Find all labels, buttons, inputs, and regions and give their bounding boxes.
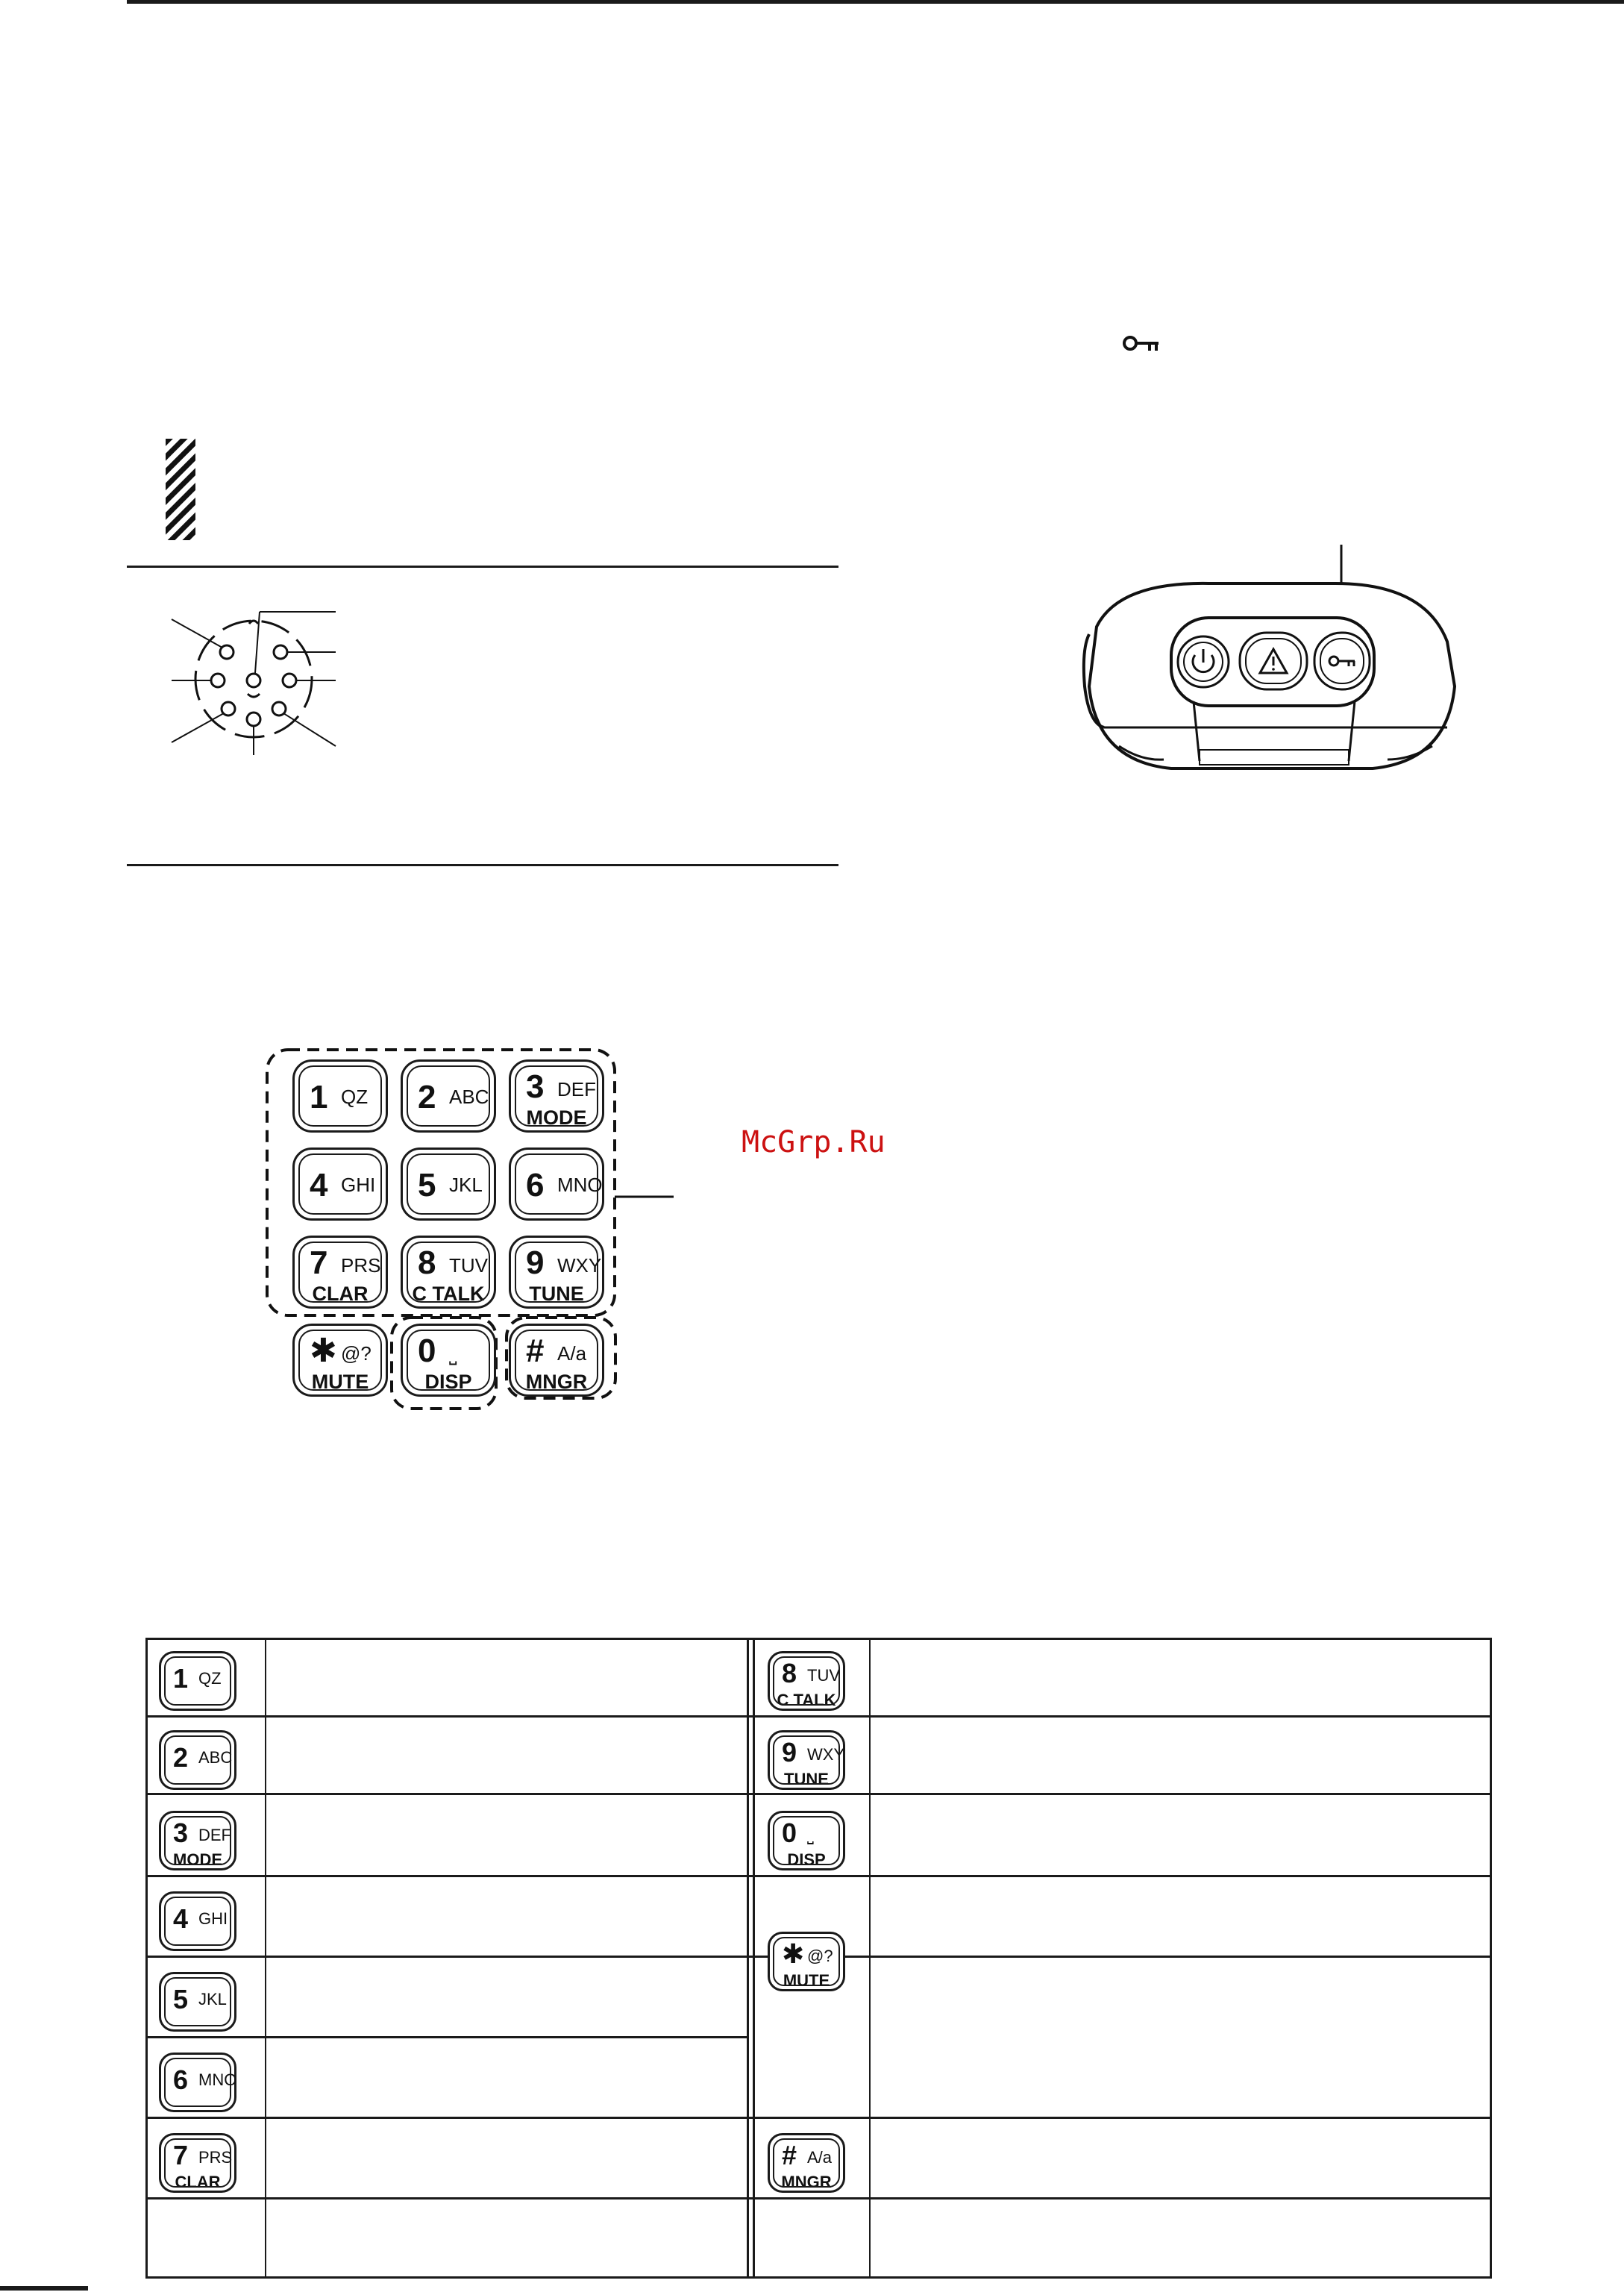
key-number: # (526, 1333, 545, 1369)
connector-pin-diagram (164, 597, 351, 761)
key-number: 0 (418, 1333, 436, 1369)
key-number: 2 (173, 1742, 189, 1773)
keypad-key-star (292, 1324, 388, 1397)
key-letters: @? (807, 1947, 833, 1965)
table-key-7 (159, 2133, 236, 2193)
key-letters: GHI (341, 1174, 376, 1196)
key-number: # (782, 2140, 797, 2170)
key-number: 6 (173, 2064, 189, 2095)
table-key-hash (768, 2133, 845, 2193)
table-key-1 (159, 1651, 236, 1711)
key-letters: QZ (341, 1086, 369, 1108)
key-letters: DEF (557, 1078, 596, 1100)
connector-box-top-rule (127, 566, 838, 568)
key-number: 8 (782, 1658, 797, 1688)
key-sub-label: MNGR (525, 1371, 588, 1393)
keypad-key-1 (292, 1059, 388, 1133)
key-number: 2 (418, 1079, 436, 1115)
key-letters: TUV (807, 1666, 840, 1685)
key-sub-label: MNGR (781, 2173, 832, 2191)
key-sub-label: TUNE (529, 1283, 584, 1305)
key-sub-label: MUTE (783, 1971, 830, 1990)
keypad-key-4 (292, 1148, 388, 1221)
key-letters: WXY (807, 1745, 845, 1764)
key-sub-label: DISP (787, 1850, 826, 1869)
keypad-key-7 (292, 1236, 388, 1309)
key-number: 0 (782, 1817, 797, 1848)
key-number: 9 (526, 1244, 545, 1281)
key-letters: QZ (198, 1669, 222, 1688)
keypad-illustration (265, 1046, 683, 1419)
key-letters: JKL (449, 1174, 483, 1196)
key-number: 7 (173, 2140, 189, 2170)
key-letters: @? (341, 1342, 371, 1365)
table-key-0 (768, 1811, 845, 1870)
key-sub-label: MODE (173, 1850, 222, 1869)
keypad-key-6 (509, 1148, 604, 1221)
key-sub-label: CLAR (312, 1283, 369, 1305)
key-number: 3 (173, 1817, 189, 1848)
keypad-key-5 (401, 1148, 496, 1221)
key-icon (1123, 333, 1160, 354)
key-sub-label: C TALK (412, 1283, 485, 1305)
key-letters: MNO (557, 1174, 603, 1196)
key-number: 9 (782, 1737, 797, 1768)
key-number: 3 (526, 1068, 545, 1105)
connector-box-bottom-rule (127, 864, 838, 866)
key-letters: ⎵ (807, 1826, 814, 1844)
key-number: 6 (526, 1167, 545, 1203)
key-number: ✱ (310, 1333, 337, 1369)
key-number: ✱ (782, 1938, 805, 1969)
key-number: 8 (418, 1244, 436, 1281)
caution-hatch-icon (166, 439, 195, 540)
key-letters: GHI (198, 1909, 228, 1928)
key-letters: A/a (807, 2148, 833, 2167)
table-key-9 (768, 1730, 845, 1790)
table-key-5 (159, 1972, 236, 2032)
key-letters: PRS (341, 1254, 381, 1277)
keypad-key-2 (401, 1059, 496, 1133)
key-sub-label: DISP (424, 1371, 472, 1393)
key-number: 5 (173, 1984, 189, 2014)
key-letters: ABC (449, 1086, 489, 1108)
key-letters: JKL (198, 1990, 227, 2008)
watermark: McGrp.Ru (742, 1125, 885, 1159)
keypad-key-9 (509, 1236, 604, 1309)
key-number: 5 (418, 1167, 436, 1203)
key-letters: DEF (198, 1826, 231, 1844)
table-key-3 (159, 1811, 236, 1870)
table-key-4 (159, 1891, 236, 1951)
key-sub-label: MODE (526, 1106, 587, 1129)
table-key-8 (768, 1651, 845, 1711)
table-key-6 (159, 2053, 236, 2112)
key-letters: ABC (198, 1748, 233, 1767)
key-letters: MNO (198, 2070, 237, 2089)
page-bottom-marker (0, 2286, 88, 2291)
key-number: 7 (310, 1244, 328, 1281)
key-letters: A/a (557, 1342, 587, 1365)
keypad-key-8 (401, 1236, 496, 1309)
keypad-key-3 (509, 1059, 604, 1133)
page-top-rule (127, 0, 1624, 4)
key-number: 4 (173, 1903, 189, 1934)
key-sub-label: MUTE (311, 1371, 369, 1393)
key-letters: WXY (557, 1254, 602, 1277)
key-sub-label: CLAR (175, 2173, 221, 2191)
key-sub-label: TUNE (784, 1770, 829, 1788)
keypad-key-hash (509, 1324, 604, 1397)
table-key-2 (159, 1730, 236, 1790)
key-letters: ⎵ (449, 1342, 457, 1365)
key-number: 1 (310, 1079, 328, 1115)
key-number: 4 (310, 1167, 328, 1203)
radio-top-panel-illustration (1074, 537, 1470, 776)
keypad-key-0 (401, 1324, 496, 1397)
key-function-table (145, 1638, 1492, 2287)
key-sub-label: C TALK (777, 1691, 836, 1709)
table-key-star (768, 1932, 845, 1991)
key-number: 1 (173, 1663, 189, 1694)
key-letters: TUV (449, 1254, 488, 1277)
key-letters: PRS (198, 2148, 233, 2167)
